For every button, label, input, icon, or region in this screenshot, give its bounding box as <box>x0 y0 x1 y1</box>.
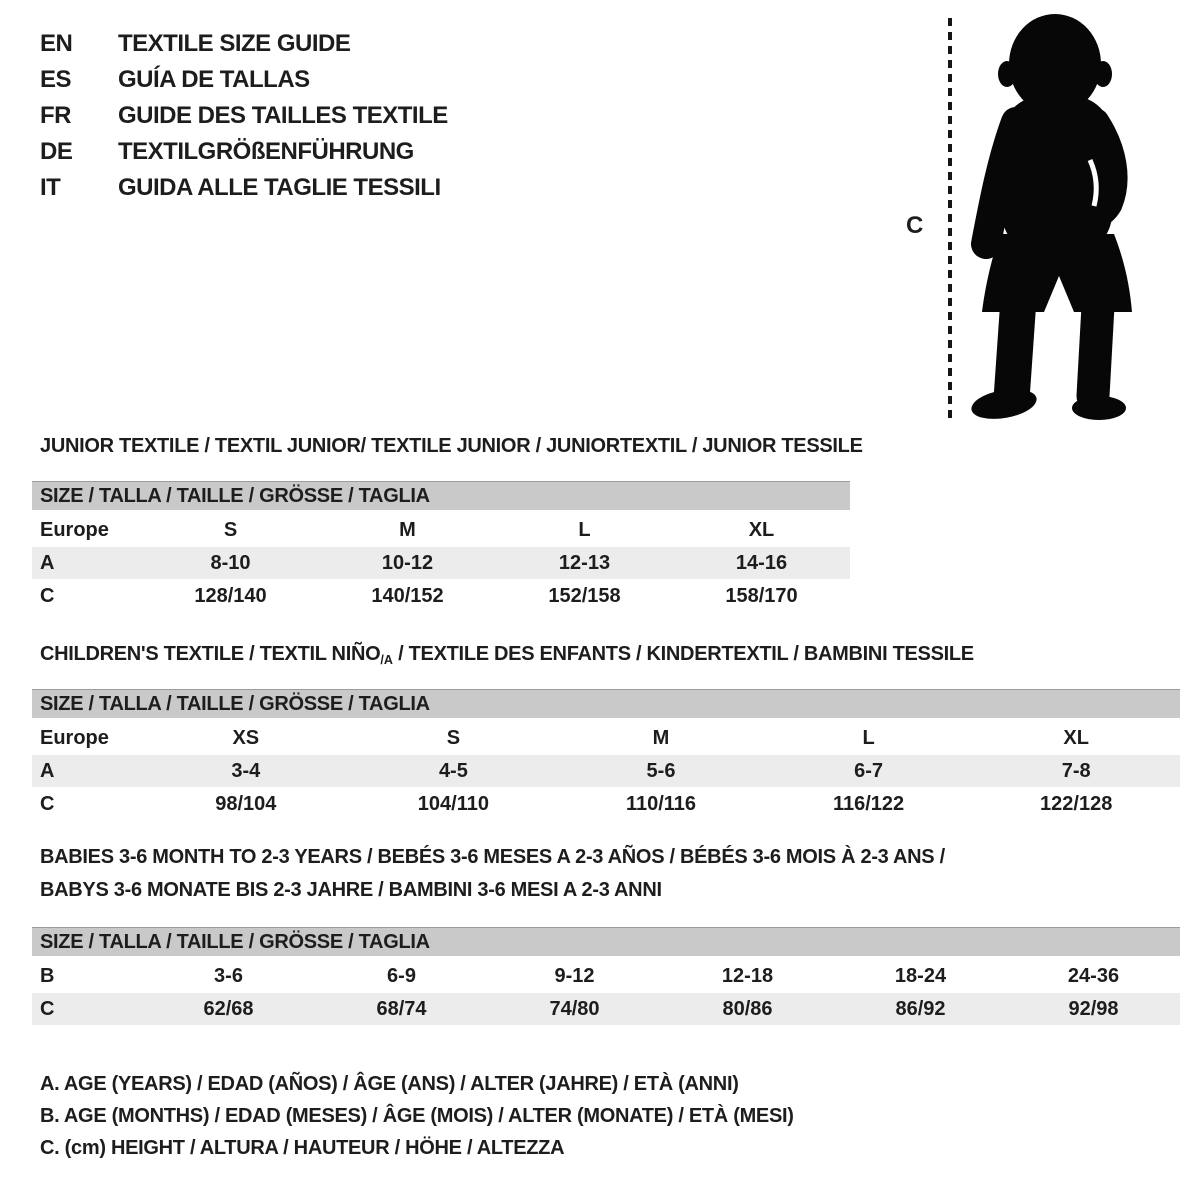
age-cell: 8-10 <box>210 551 251 574</box>
size-table-junior <box>32 481 850 613</box>
guide-title-es: GUÍA DE TALLAS <box>118 66 310 93</box>
height-cell: 74/80 <box>549 997 600 1020</box>
language-code: DE <box>40 138 73 165</box>
section-title-junior: JUNIOR TEXTILE / TEXTIL JUNIOR/ TEXTILE JUNIOR / JUNIORTEXTIL / JUNIOR TESSILE <box>40 435 863 457</box>
language-row-it <box>40 170 448 206</box>
language-code: FR <box>40 102 71 129</box>
size-cell: XS <box>232 726 260 749</box>
language-code: ES <box>40 66 72 93</box>
section-title-babies-line1: BABIES 3-6 MONTH TO 2-3 YEARS / BEBÉS 3-6 MESES A 2-3 AÑOS / BÉBÉS 3-6 MOIS À 2-3 ANS / <box>40 846 945 868</box>
age-cell: 9-12 <box>554 964 595 987</box>
measure-line-label: C <box>906 212 924 239</box>
age-cell: 6-7 <box>854 759 884 782</box>
height-cell: 68/74 <box>376 997 427 1020</box>
table-row-height-cm <box>32 993 1180 1025</box>
row-label: C <box>40 997 55 1020</box>
age-cell: 3-6 <box>214 964 243 987</box>
table-row-height-cm <box>32 580 850 612</box>
table-row-europe <box>32 514 850 546</box>
age-cell: 10-12 <box>381 551 434 574</box>
language-row-fr <box>40 98 448 134</box>
age-cell: 12-13 <box>558 551 611 574</box>
table-header-bar: SIZE / TALLA / TAILLE / GRÖSSE / TAGLIA <box>32 481 850 510</box>
size-cell: XL <box>748 518 775 541</box>
section-title-babies-line2: BABYS 3-6 MONATE BIS 2-3 JAHRE / BAMBINI 3-6 MESI A 2-3 ANNI <box>40 879 662 901</box>
height-cell: 116/122 <box>832 792 905 815</box>
size-table-babies <box>32 927 1180 1026</box>
height-cell: 140/152 <box>371 584 444 607</box>
height-cell: 128/140 <box>194 584 267 607</box>
language-row-es <box>40 62 448 98</box>
legend-notes <box>40 1068 794 1164</box>
table-header-bar: SIZE / TALLA / TAILLE / GRÖSSE / TAGLIA <box>32 689 1180 718</box>
row-label: C <box>40 584 55 607</box>
section-title-children-main: CHILDREN'S TEXTILE / TEXTIL NIÑO <box>40 643 381 665</box>
legend-note-age-months: B. AGE (MONTHS) / EDAD (MESES) / ÂGE (MOIS) / ALTER (MONATE) / ETÀ (MESI) <box>40 1104 794 1127</box>
age-cell: 14-16 <box>735 551 788 574</box>
table-row-europe <box>32 722 1180 754</box>
size-cell: M <box>652 726 670 749</box>
table-row-age-months <box>32 960 1180 992</box>
language-row-en <box>40 26 448 62</box>
height-cell: 158/170 <box>725 584 798 607</box>
height-measure-dashed-line <box>948 18 952 418</box>
guide-title-fr: GUIDE DES TAILLES TEXTILE <box>118 102 448 129</box>
height-cell: 104/110 <box>417 792 489 815</box>
height-cell: 86/92 <box>895 997 946 1020</box>
age-cell: 5-6 <box>646 759 676 782</box>
guide-title-it: GUIDA ALLE TAGLIE TESSILI <box>118 174 441 201</box>
height-cell: 152/158 <box>548 584 621 607</box>
age-cell: 18-24 <box>894 964 947 987</box>
section-title-children-rest: / TEXTILE DES ENFANTS / KINDERTEXTIL / BAMBINI TESSILE <box>392 643 974 665</box>
age-cell: 6-9 <box>387 964 416 987</box>
height-cell: 110/116 <box>625 792 697 815</box>
size-cell: M <box>399 518 416 541</box>
table-header-bar: SIZE / TALLA / TAILLE / GRÖSSE / TAGLIA <box>32 927 1180 956</box>
table-row-age-years <box>32 755 1180 787</box>
size-cell: XL <box>1063 726 1089 749</box>
size-cell: L <box>578 518 591 541</box>
height-cell: 80/86 <box>722 997 773 1020</box>
size-cell: L <box>862 726 875 749</box>
table-row-age-years <box>32 547 850 579</box>
language-code: IT <box>40 174 61 201</box>
age-cell: 24-36 <box>1067 964 1120 987</box>
height-cell: 92/98 <box>1068 997 1119 1020</box>
size-table-children <box>32 689 1180 821</box>
section-title-babies <box>40 841 945 907</box>
guide-title-de: TEXTILGRÖßENFÜHRUNG <box>118 138 414 165</box>
row-label: Europe <box>40 518 109 541</box>
height-cell: 122/128 <box>1040 792 1113 815</box>
guide-title-en: TEXTILE SIZE GUIDE <box>118 30 351 57</box>
height-cell: 98/104 <box>215 792 277 815</box>
table-row-height-cm <box>32 788 1180 820</box>
section-title-children-sub: /A <box>380 653 393 667</box>
language-title-list <box>40 26 448 206</box>
section-title-children <box>40 643 974 667</box>
legend-note-height: C. (cm) HEIGHT / ALTURA / HAUTEUR / HÖHE / ALTEZZA <box>40 1136 565 1159</box>
age-cell: 7-8 <box>1061 759 1091 782</box>
row-label: A <box>40 759 55 782</box>
age-cell: 4-5 <box>438 759 468 782</box>
row-label: B <box>40 964 55 987</box>
size-cell: S <box>446 726 461 749</box>
language-row-de <box>40 134 448 170</box>
height-cell: 62/68 <box>203 997 254 1020</box>
row-label: C <box>40 792 55 815</box>
legend-note-age-years: A. AGE (YEARS) / EDAD (AÑOS) / ÂGE (ANS) / ALTER (JAHRE) / ETÀ (ANNI) <box>40 1072 739 1095</box>
row-label: Europe <box>40 726 109 749</box>
language-code: EN <box>40 30 73 57</box>
age-cell: 12-18 <box>721 964 774 987</box>
size-cell: S <box>223 518 238 541</box>
age-cell: 3-4 <box>231 759 261 782</box>
toddler-silhouette-icon <box>962 10 1152 420</box>
row-label: A <box>40 551 55 574</box>
